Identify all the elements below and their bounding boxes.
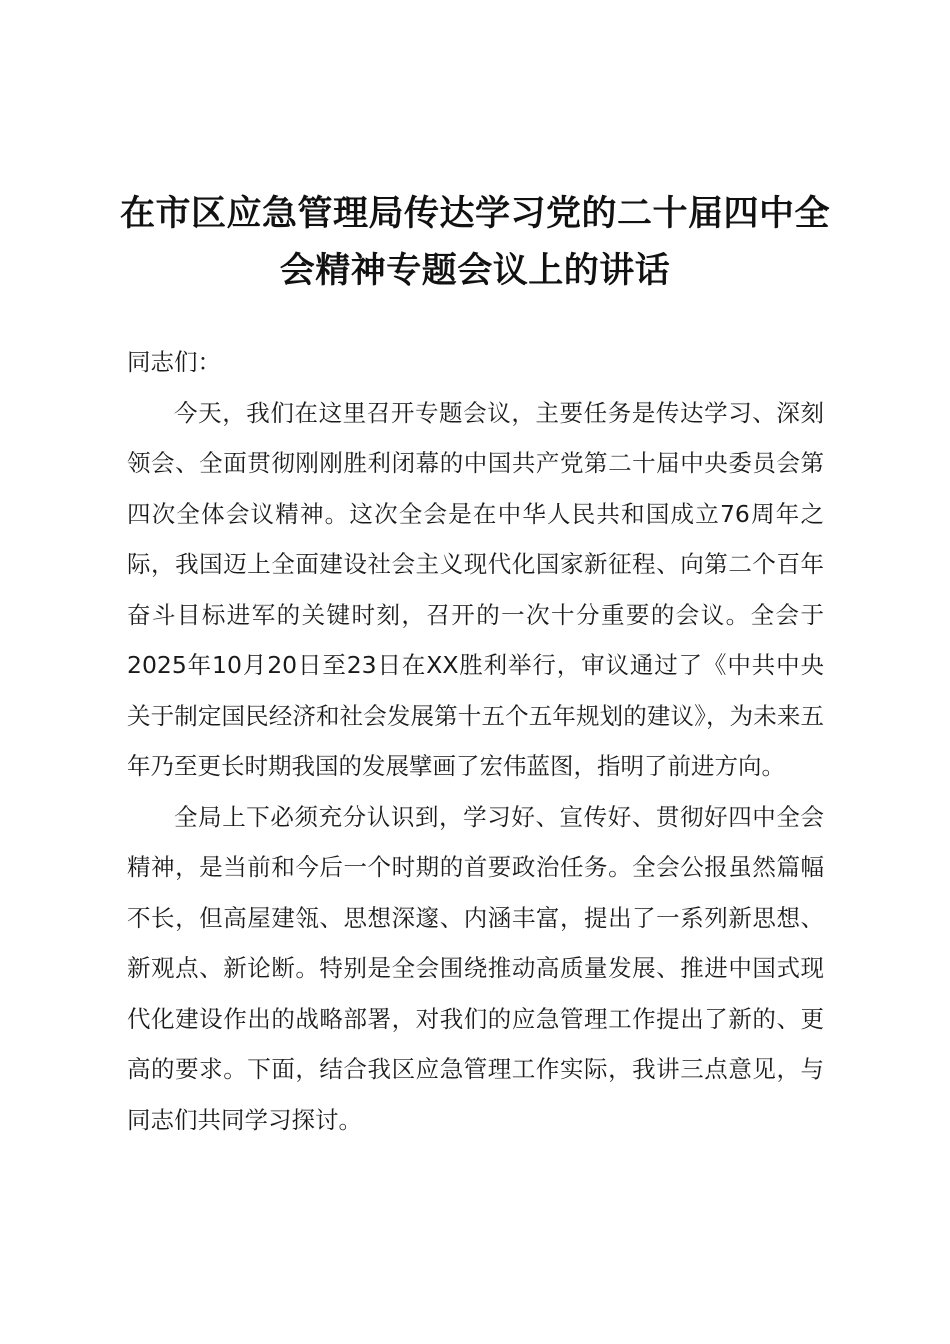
document-title: 在市区应急管理局传达学习党的二十届四中全会精神专题会议上的讲话 xyxy=(120,194,831,291)
salutation: 同志们： xyxy=(127,348,221,376)
document-body xyxy=(127,337,824,1145)
paragraph-2: 全局上下必须充分认识到，学习好、宣传好、贯彻好四中全会精神，是当前和今后一个时期的首要政治任务。全会公报虽然篇幅不长，但高屋建瓴、思想深邃、内涵丰富，提出了一系列新思想、新观点、新论断。特别是全会围绕推动高质量发展、推进中国式现代化建设作出的战略部署，对我们的应急管理工作提出了新的、更高的要求。下面，结合我区应急管理工作实际，我讲三点意见，与同志们共同学习探讨。 xyxy=(127,802,824,1134)
paragraph-1: 今天，我们在这里召开专题会议，主要任务是传达学习、深刻领会、全面贯彻刚刚胜利闭幕的中国共产党第二十届中央委员会第四次全体会议精神。这次全会是在中华人民共和国成立76周年之际，我国迈上全面建设社会主义现代化国家新征程、向第二个百年奋斗目标进军的关键时刻，召开的一次十分重要的会议。全会于2025年10月20日至23日在XX胜利举行，审议通过了《中共中央关于制定国民经济和社会发展第十五个五年规划的建议》，为未来五年乃至更长时期我国的发展擘画了宏伟蓝图，指明了前进方向。 xyxy=(127,398,824,780)
